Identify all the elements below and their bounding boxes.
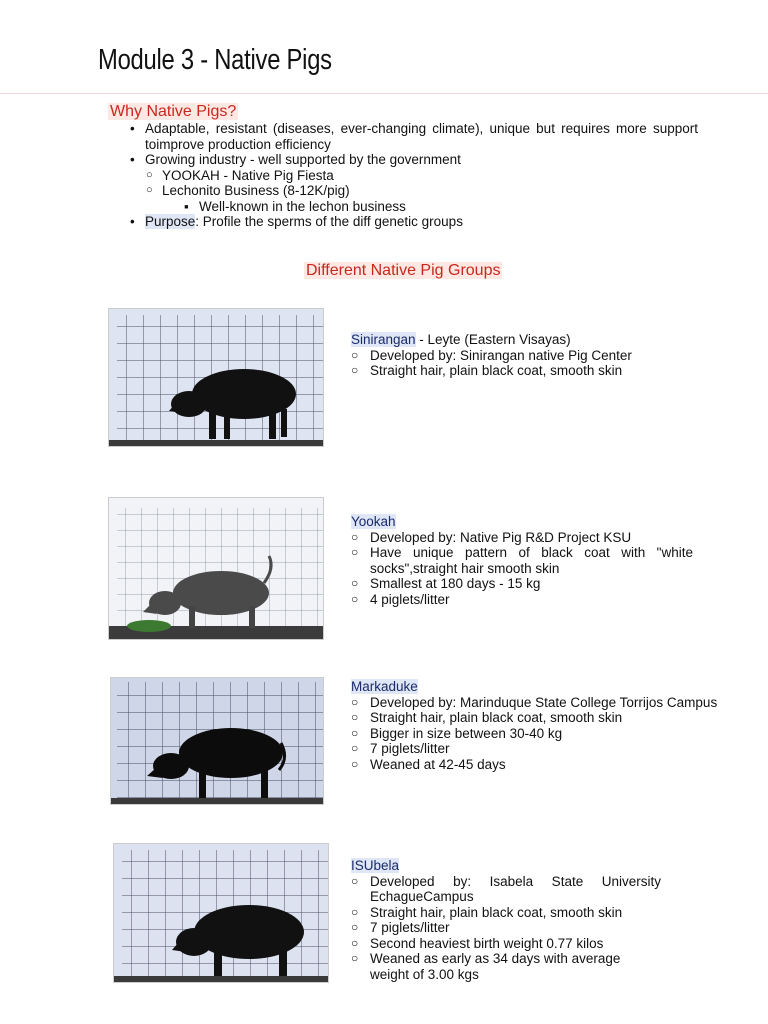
list-item: ○ Developed by: Sinirangan native Pig Center (351, 348, 751, 364)
list-item: ○ Straight hair, plain black coat, smooth skin (351, 905, 661, 921)
yookah-photo (108, 497, 324, 640)
list-item: ○ 4 piglets/litter (351, 592, 693, 608)
pig-name: ISUbela (351, 858, 400, 873)
list-item (128, 214, 698, 230)
list-item: ▪ Well-known in the lechon business (182, 199, 698, 215)
markaduke-description (351, 679, 761, 772)
list-item: ○ 7 piglets/litter (351, 741, 761, 757)
list-item: ○ Straight hair, plain black coat, smooth skin (351, 363, 751, 379)
sinirangan-photo (108, 308, 324, 447)
list-item: ○ Developed by: Isabela State University EchagueCampus (351, 874, 661, 905)
isubela-description (351, 858, 661, 982)
yookah-description (351, 514, 693, 607)
intro-list (128, 121, 698, 230)
groups-heading: Different Native Pig Groups (306, 262, 501, 279)
list-item: ○ Lechonito Business (8-12K/pig) (145, 183, 698, 199)
list-item: ○ Bigger in size between 30-40 kg (351, 726, 761, 742)
list-item: ○ Weaned as early as 34 days with average weight of 3.00 kgs (351, 951, 661, 982)
header-rule (0, 93, 768, 94)
list-item: ○ Weaned at 42-45 days (351, 757, 761, 773)
page-title: Module 3 - Native Pigs (98, 44, 332, 76)
list-item: ○ Have unique pattern of black coat with "white socks",straight hair smooth skin (351, 545, 693, 576)
markaduke-photo (110, 677, 324, 805)
list-item: ○ Smallest at 180 days - 15 kg (351, 576, 693, 592)
sinirangan-description (351, 332, 751, 379)
why-heading: Why Native Pigs? (110, 103, 237, 120)
pig-name: Sinirangan (351, 332, 416, 347)
list-item: ○ Developed by: Marinduque State College Torrijos Campus (351, 695, 761, 711)
purpose-text: : Profile the sperms of the diff genetic groups (195, 214, 463, 229)
pig-name: Markaduke (351, 679, 418, 694)
list-item: ○ Developed by: Native Pig R&D Project KSU (351, 530, 693, 546)
isubela-photo (113, 843, 329, 983)
list-item: • Adaptable, resistant (diseases, ever-changing climate), unique but requires more support toimprove production efficiency (128, 121, 698, 152)
list-item: ○ Second heaviest birth weight 0.77 kilos (351, 936, 661, 952)
list-item: ○ Straight hair, plain black coat, smooth skin (351, 710, 761, 726)
pig-name: Yookah (351, 514, 396, 529)
list-item: • Growing industry - well supported by the government (128, 152, 698, 168)
pig-location: - Leyte (Eastern Visayas) (415, 332, 571, 347)
purpose-label: Purpose (145, 214, 196, 229)
list-item: ○ 7 piglets/litter (351, 920, 661, 936)
list-item: ○ YOOKAH - Native Pig Fiesta (145, 168, 698, 184)
